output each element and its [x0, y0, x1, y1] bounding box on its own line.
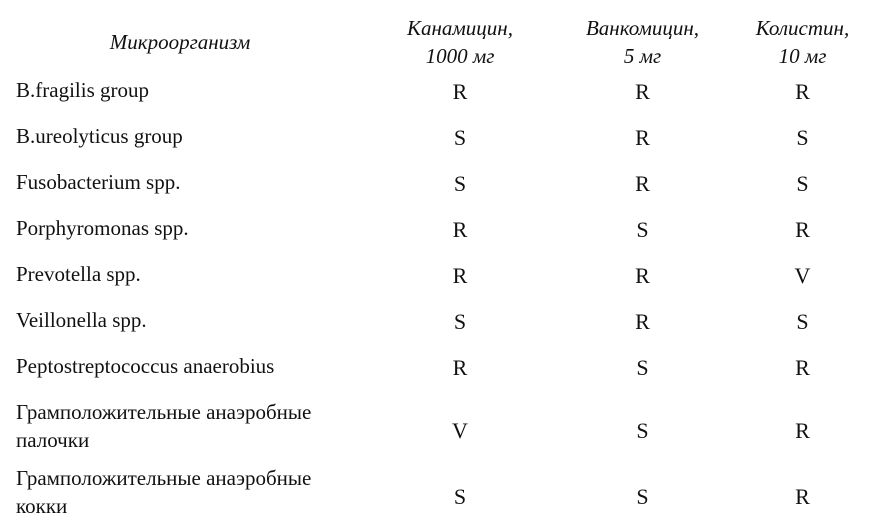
kanamycin-value: S — [453, 171, 467, 196]
organism-cell: Porphyromonas spp. — [16, 216, 189, 240]
header-kanamycin: Канамицин, 1000 мг — [407, 16, 513, 68]
organism-cell: B.ureolyticus group — [16, 124, 183, 148]
table-row — [0, 260, 880, 306]
kanamycin-value: S — [453, 309, 467, 334]
header-organism: Микроорганизм — [109, 30, 251, 54]
table-row — [0, 168, 880, 214]
table-row — [0, 398, 880, 464]
organism-cell: Veillonella spp. — [16, 308, 147, 332]
kanamycin-value: S — [453, 125, 467, 150]
header-colistin: Колистин, 10 мг — [755, 16, 850, 68]
kanamycin-value: V — [452, 418, 468, 443]
vancomycin-value: R — [635, 171, 650, 196]
header-vancomycin: Ванкомицин, 5 мг — [585, 16, 700, 68]
organism-cell: Грамположительные анаэробные палочки — [16, 400, 312, 452]
kanamycin-value: R — [452, 217, 468, 242]
vancomycin-value: R — [635, 309, 650, 334]
table-row — [0, 306, 880, 352]
colistin-value: V — [794, 263, 811, 288]
colistin-value: R — [795, 217, 810, 242]
colistin-value: R — [795, 418, 810, 443]
table-row — [0, 464, 880, 530]
colistin-value: S — [796, 125, 809, 150]
header-row — [0, 8, 880, 76]
susceptibility-table — [0, 8, 880, 530]
vancomycin-value: S — [636, 418, 649, 443]
vancomycin-value: S — [636, 217, 649, 242]
kanamycin-value: R — [452, 263, 468, 288]
table-row — [0, 214, 880, 260]
organism-cell: Prevotella spp. — [16, 262, 141, 286]
vancomycin-value: R — [635, 125, 650, 150]
organism-cell: Peptostreptococcus anaerobius — [16, 354, 275, 378]
table-row — [0, 352, 880, 398]
organism-cell: Грамположительные анаэробные кокки — [16, 466, 312, 518]
colistin-value: R — [795, 484, 810, 509]
colistin-value: R — [795, 355, 810, 380]
vancomycin-value: S — [636, 355, 649, 380]
table-row — [0, 76, 880, 122]
vancomycin-value: R — [635, 263, 650, 288]
vancomycin-value: R — [635, 79, 650, 104]
colistin-value: S — [796, 171, 809, 196]
table-row — [0, 122, 880, 168]
vancomycin-value: S — [636, 484, 649, 509]
kanamycin-value: R — [452, 79, 468, 104]
kanamycin-value: S — [453, 484, 467, 509]
organism-cell: Fusobacterium spp. — [16, 170, 181, 194]
colistin-value: R — [795, 79, 810, 104]
kanamycin-value: R — [452, 355, 468, 380]
organism-cell: B.fragilis group — [16, 78, 149, 102]
colistin-value: S — [796, 309, 809, 334]
